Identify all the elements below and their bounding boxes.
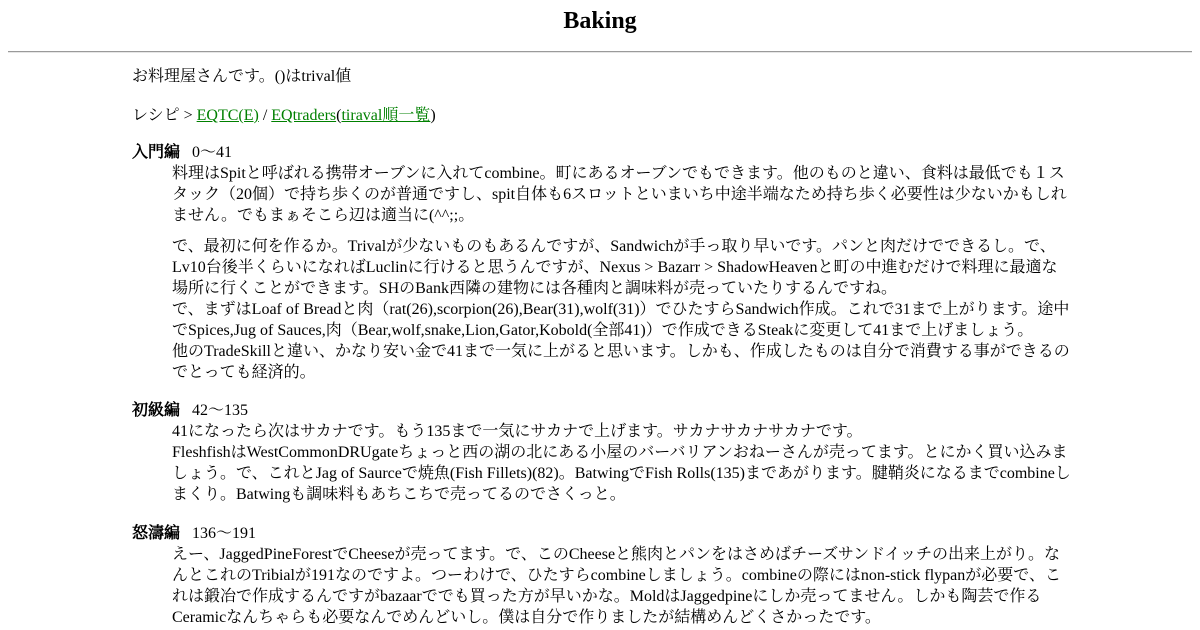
paren-close: ) bbox=[430, 107, 436, 124]
page-title: Baking bbox=[563, 8, 637, 34]
section-heading bbox=[132, 523, 1072, 544]
section-heading bbox=[132, 400, 1072, 421]
section-surge bbox=[132, 523, 1072, 628]
section-range: 42～135 bbox=[192, 402, 249, 419]
paragraph: 料理はSpitと呼ばれる携帯オーブンに入れてcombine。町にあるオーブンでもできます。他のものと違い、食料は最低でも１スタック（20個）で持ち歩くのが普通ですし、spit自体も6スロットといまいち中途半端なため持ち歩く必要性は少ないかもしれません。でもまぁそこら辺は適当に(^^;;。 bbox=[172, 165, 1067, 224]
section-beginner bbox=[132, 142, 1072, 383]
section-body bbox=[172, 163, 1072, 383]
main-content bbox=[132, 66, 1072, 628]
paren-open: ( bbox=[336, 107, 342, 124]
paragraph: えー、JaggedPineForestでCheeseが売ってます。で、このCheeseと熊肉とパンをはさめばチーズサンドイッチの出来上がり。なんとこれのTribialが191なのですよ。つーわけで、ひたすらcombineしましょう。combineの際にはnon-stick flypanが必要で、これは鍛冶で作成するんですがbazaarででも買った方が早いかな。MoldはJaggedpineにしか売ってません。しかも陶芸で作るCeramicなんちゃらも必要なんでめんどいし。僕は自分で作りましたが結構めんどくさかったです。 bbox=[172, 546, 1061, 626]
recipe-links bbox=[132, 105, 1072, 126]
paragraph: で、まずはLoaf of Breadと肉（rat(26),scorpion(26),Bear(31),wolf(31)）でひたすらSandwich作成。これで31まで上がります。途中でSpices,Jug of Sauces,肉（Bear,wolf,snake,Lion,Gator,Kobold(全部41)）で作成できるSteakに変更して41まで上げましょう。 bbox=[172, 301, 1070, 339]
section-heading bbox=[132, 142, 1072, 163]
section-range: 0～41 bbox=[192, 144, 233, 161]
section-title: 入門編 bbox=[132, 144, 181, 161]
title-divider bbox=[8, 51, 1192, 53]
section-title: 怒濤編 bbox=[132, 525, 181, 542]
tiraval-list-link[interactable]: tiraval順一覧 bbox=[341, 107, 431, 124]
section-body bbox=[172, 421, 1072, 505]
recipe-prefix: レシピ > bbox=[132, 107, 197, 124]
eqtc-link[interactable]: EQTC(E) bbox=[196, 107, 259, 124]
paragraph: で、最初に何を作るか。Trivalが少ないものもあるんですが、Sandwichが手っ取り早いです。パンと肉だけでできるし。で、Lv10台後半くらいになればLuclinに行けると思うんですが、Nexus > Bazarr > ShadowHeavenと町の中進むだけで料理に最適な場所に行くことができます。SHのBank西隣の建物には各種肉と調味料が売っていたりするんですね。 bbox=[172, 238, 1058, 297]
intro-text: お料理屋さんです。()はtrival値 bbox=[132, 68, 352, 85]
section-title: 初級編 bbox=[132, 402, 181, 419]
recipe-separator: / bbox=[258, 107, 272, 124]
eqtraders-link[interactable]: EQtraders bbox=[271, 107, 337, 124]
section-elementary bbox=[132, 400, 1072, 505]
paragraph: FleshfishはWestCommonDRUgateちょっと西の湖の北にある小屋のバーバリアンおねーさんが売ってます。とにかく買い込みましょう。で、これとJag of Saurceで焼魚(Fish Fillets)(82)。BatwingでFish Rolls(135)まであがります。腱鞘炎になるまでcombineしまくり。Batwingも調味料もあちこちで売ってるのでさくっと。 bbox=[172, 444, 1071, 503]
paragraph: 他のTradeSkillと違い、かなり安い金で41まで一気に上がると思います。しかも、作成したものは自分で消費する事ができるのでとっても経済的。 bbox=[172, 343, 1070, 381]
section-body bbox=[172, 544, 1072, 628]
section-range: 136～191 bbox=[192, 525, 257, 542]
paragraph: 41になったら次はサカナです。もう135まで一気にサカナで上げます。サカナサカナサカナです。 bbox=[172, 423, 863, 440]
